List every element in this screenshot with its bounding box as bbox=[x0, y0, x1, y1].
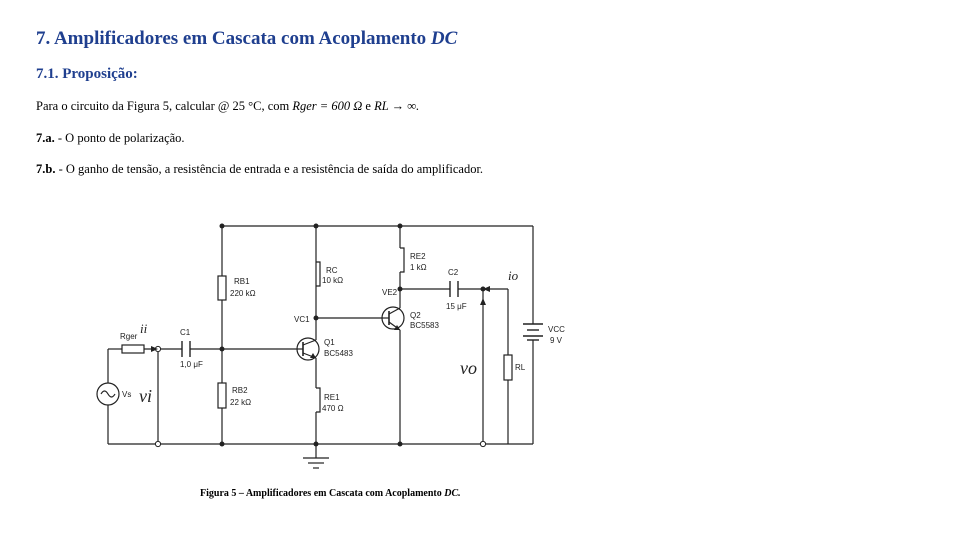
statement-rgen: Rger = 600 Ω bbox=[292, 99, 363, 113]
caption-text: Figura 5 – Amplificadores em Cascata com Acoplamento bbox=[200, 488, 442, 499]
re2-value: 1 kΩ bbox=[410, 263, 427, 272]
q2-transistor bbox=[382, 307, 404, 330]
rger-name: Rger bbox=[120, 332, 138, 341]
vcc-value: 9 V bbox=[550, 336, 563, 345]
section-title-text: Amplificadores em Cascata com Acoplamento bbox=[53, 28, 427, 49]
wires bbox=[108, 226, 533, 458]
item-b-label: 7.b. bbox=[36, 162, 56, 176]
c1-name: C1 bbox=[180, 328, 191, 337]
c1-capacitor bbox=[182, 341, 190, 357]
vs-name: Vs bbox=[122, 390, 132, 399]
figure-caption bbox=[200, 488, 461, 499]
item-a-label: 7.a. bbox=[36, 131, 55, 145]
statement-intro: Para o circuito da Figura 5, calcular @ 25 °C, com bbox=[36, 99, 290, 113]
section-title-italic: DC bbox=[430, 28, 458, 49]
q2-part: BC5583 bbox=[410, 321, 439, 330]
ii-label: ii bbox=[140, 321, 148, 336]
vo-arrow-icon bbox=[480, 298, 486, 305]
vcc-name: VCC bbox=[548, 325, 565, 334]
rc-name: RC bbox=[326, 266, 338, 275]
c1-value: 1,0 μF bbox=[180, 360, 203, 369]
rb2-resistor bbox=[218, 383, 226, 408]
junction-dots bbox=[220, 224, 486, 447]
re2-name: RE2 bbox=[410, 252, 426, 261]
rc-value: 10 kΩ bbox=[322, 276, 344, 285]
rb1-resistor bbox=[218, 276, 226, 300]
caption-italic: DC. bbox=[444, 488, 461, 499]
ac-source-icon bbox=[97, 383, 119, 405]
rger-resistor bbox=[122, 345, 144, 353]
q2-name: Q2 bbox=[410, 311, 421, 320]
vo-label: vo bbox=[460, 358, 477, 378]
c2-value: 15 μF bbox=[446, 302, 467, 311]
re2-resistor bbox=[400, 248, 404, 272]
statement-rl: RL → ∞. bbox=[374, 99, 420, 113]
vc1-label: VC1 bbox=[294, 315, 310, 324]
re1-name: RE1 bbox=[324, 393, 340, 402]
item-b-text: - O ganho de tensão, a resistência de entrada e a resistência de saída do amplificador. bbox=[58, 162, 484, 176]
vi-label: vi bbox=[139, 386, 152, 406]
rb2-value: 22 kΩ bbox=[230, 398, 252, 407]
section-number: 7. bbox=[36, 28, 51, 49]
c2-name: C2 bbox=[448, 268, 459, 277]
rb1-name: RB1 bbox=[234, 277, 250, 286]
q1-part: BC5483 bbox=[324, 349, 353, 358]
re1-value: 470 Ω bbox=[322, 404, 344, 413]
rl-resistor bbox=[504, 355, 512, 380]
ground-symbol bbox=[303, 458, 329, 468]
re1-resistor bbox=[316, 388, 320, 412]
subsection-title: 7.1. Proposição: bbox=[36, 66, 138, 82]
item-a-text: - O ponto de polarização. bbox=[57, 131, 185, 145]
rb1-value: 220 kΩ bbox=[230, 289, 256, 298]
q1-transistor bbox=[296, 338, 319, 360]
ve2-label: VE2 bbox=[382, 288, 398, 297]
rl-name: RL bbox=[515, 363, 526, 372]
io-label: io bbox=[508, 268, 519, 283]
statement-and: e bbox=[365, 99, 371, 113]
rb2-name: RB2 bbox=[232, 386, 248, 395]
vcc-battery bbox=[523, 324, 543, 340]
c2-capacitor bbox=[450, 281, 458, 297]
q1-name: Q1 bbox=[324, 338, 335, 347]
